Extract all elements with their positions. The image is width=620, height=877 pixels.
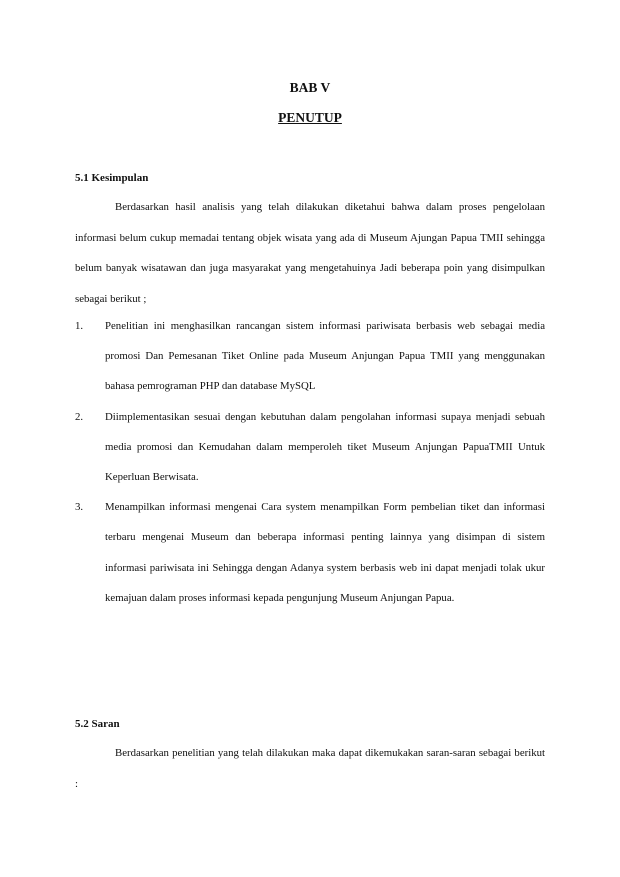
list-item-text: Menampilkan informasi mengenai Cara system menampilkan Form pembelian tiket dan informasi terbaru mengenai Museum dan beberapa informasi penting lainnya yang disimpan di sistem informasi pariwisata ini Sehingga dengan Adanya system berbasis web ini dapat menjadi tolak ukur kemajuan dalam proses informasi kepada pengunjung Museum Anjungan Papua. bbox=[105, 501, 545, 604]
list-item-text: Penelitian ini menghasilkan rancangan sistem informasi pariwisata berbasis web sebagai media promosi Dan Pemesanan Tiket Online pada Museum Anjungan Papua TMII yang menggunakan bahasa pemrograman PHP dan database MySQL bbox=[105, 320, 545, 393]
section-heading-saran: 5.2 Saran bbox=[75, 718, 120, 730]
paragraph-saran-intro bbox=[75, 738, 545, 799]
list-item-number: 3. bbox=[75, 501, 84, 514]
paragraph-text: Berdasarkan penelitian yang telah dilakukan maka dapat dikemukakan saran-saran sebagai berikut : bbox=[75, 747, 545, 790]
list-item-number: 1. bbox=[75, 320, 84, 332]
conclusion-list bbox=[75, 311, 545, 613]
paragraph-kesimpulan-intro bbox=[75, 192, 545, 314]
chapter-title: PENUTUP bbox=[278, 110, 342, 125]
list-item-number: 2. bbox=[75, 410, 84, 423]
list-item bbox=[75, 311, 545, 402]
chapter-label: BAB V bbox=[289, 80, 331, 95]
list-item bbox=[75, 492, 545, 613]
section-heading-kesimpulan: 5.1 Kesimpulan bbox=[75, 172, 149, 184]
list-item-text: Diimplementasikan sesuai dengan kebutuhan dalam pengolahan informasi supaya menjadi sebuah media promosi dan Kemudahan dalam memperoleh tiket Museum Anjungan PapuaTMII Untuk Keperluan Berwisata. bbox=[105, 410, 545, 484]
list-item bbox=[75, 402, 545, 493]
paragraph-text: Berdasarkan hasil analisis yang telah dilakukan diketahui bahwa dalam proses pengelolaan informasi belum cukup memadai tentang objek wisata yang ada di Museum Ajungan Papua TMII sehingga belum banyak wisatawan dan juga masyarakat yang mengetahuinya Jadi beberapa poin yang disimpulkan sebagai berikut ; bbox=[75, 201, 545, 305]
